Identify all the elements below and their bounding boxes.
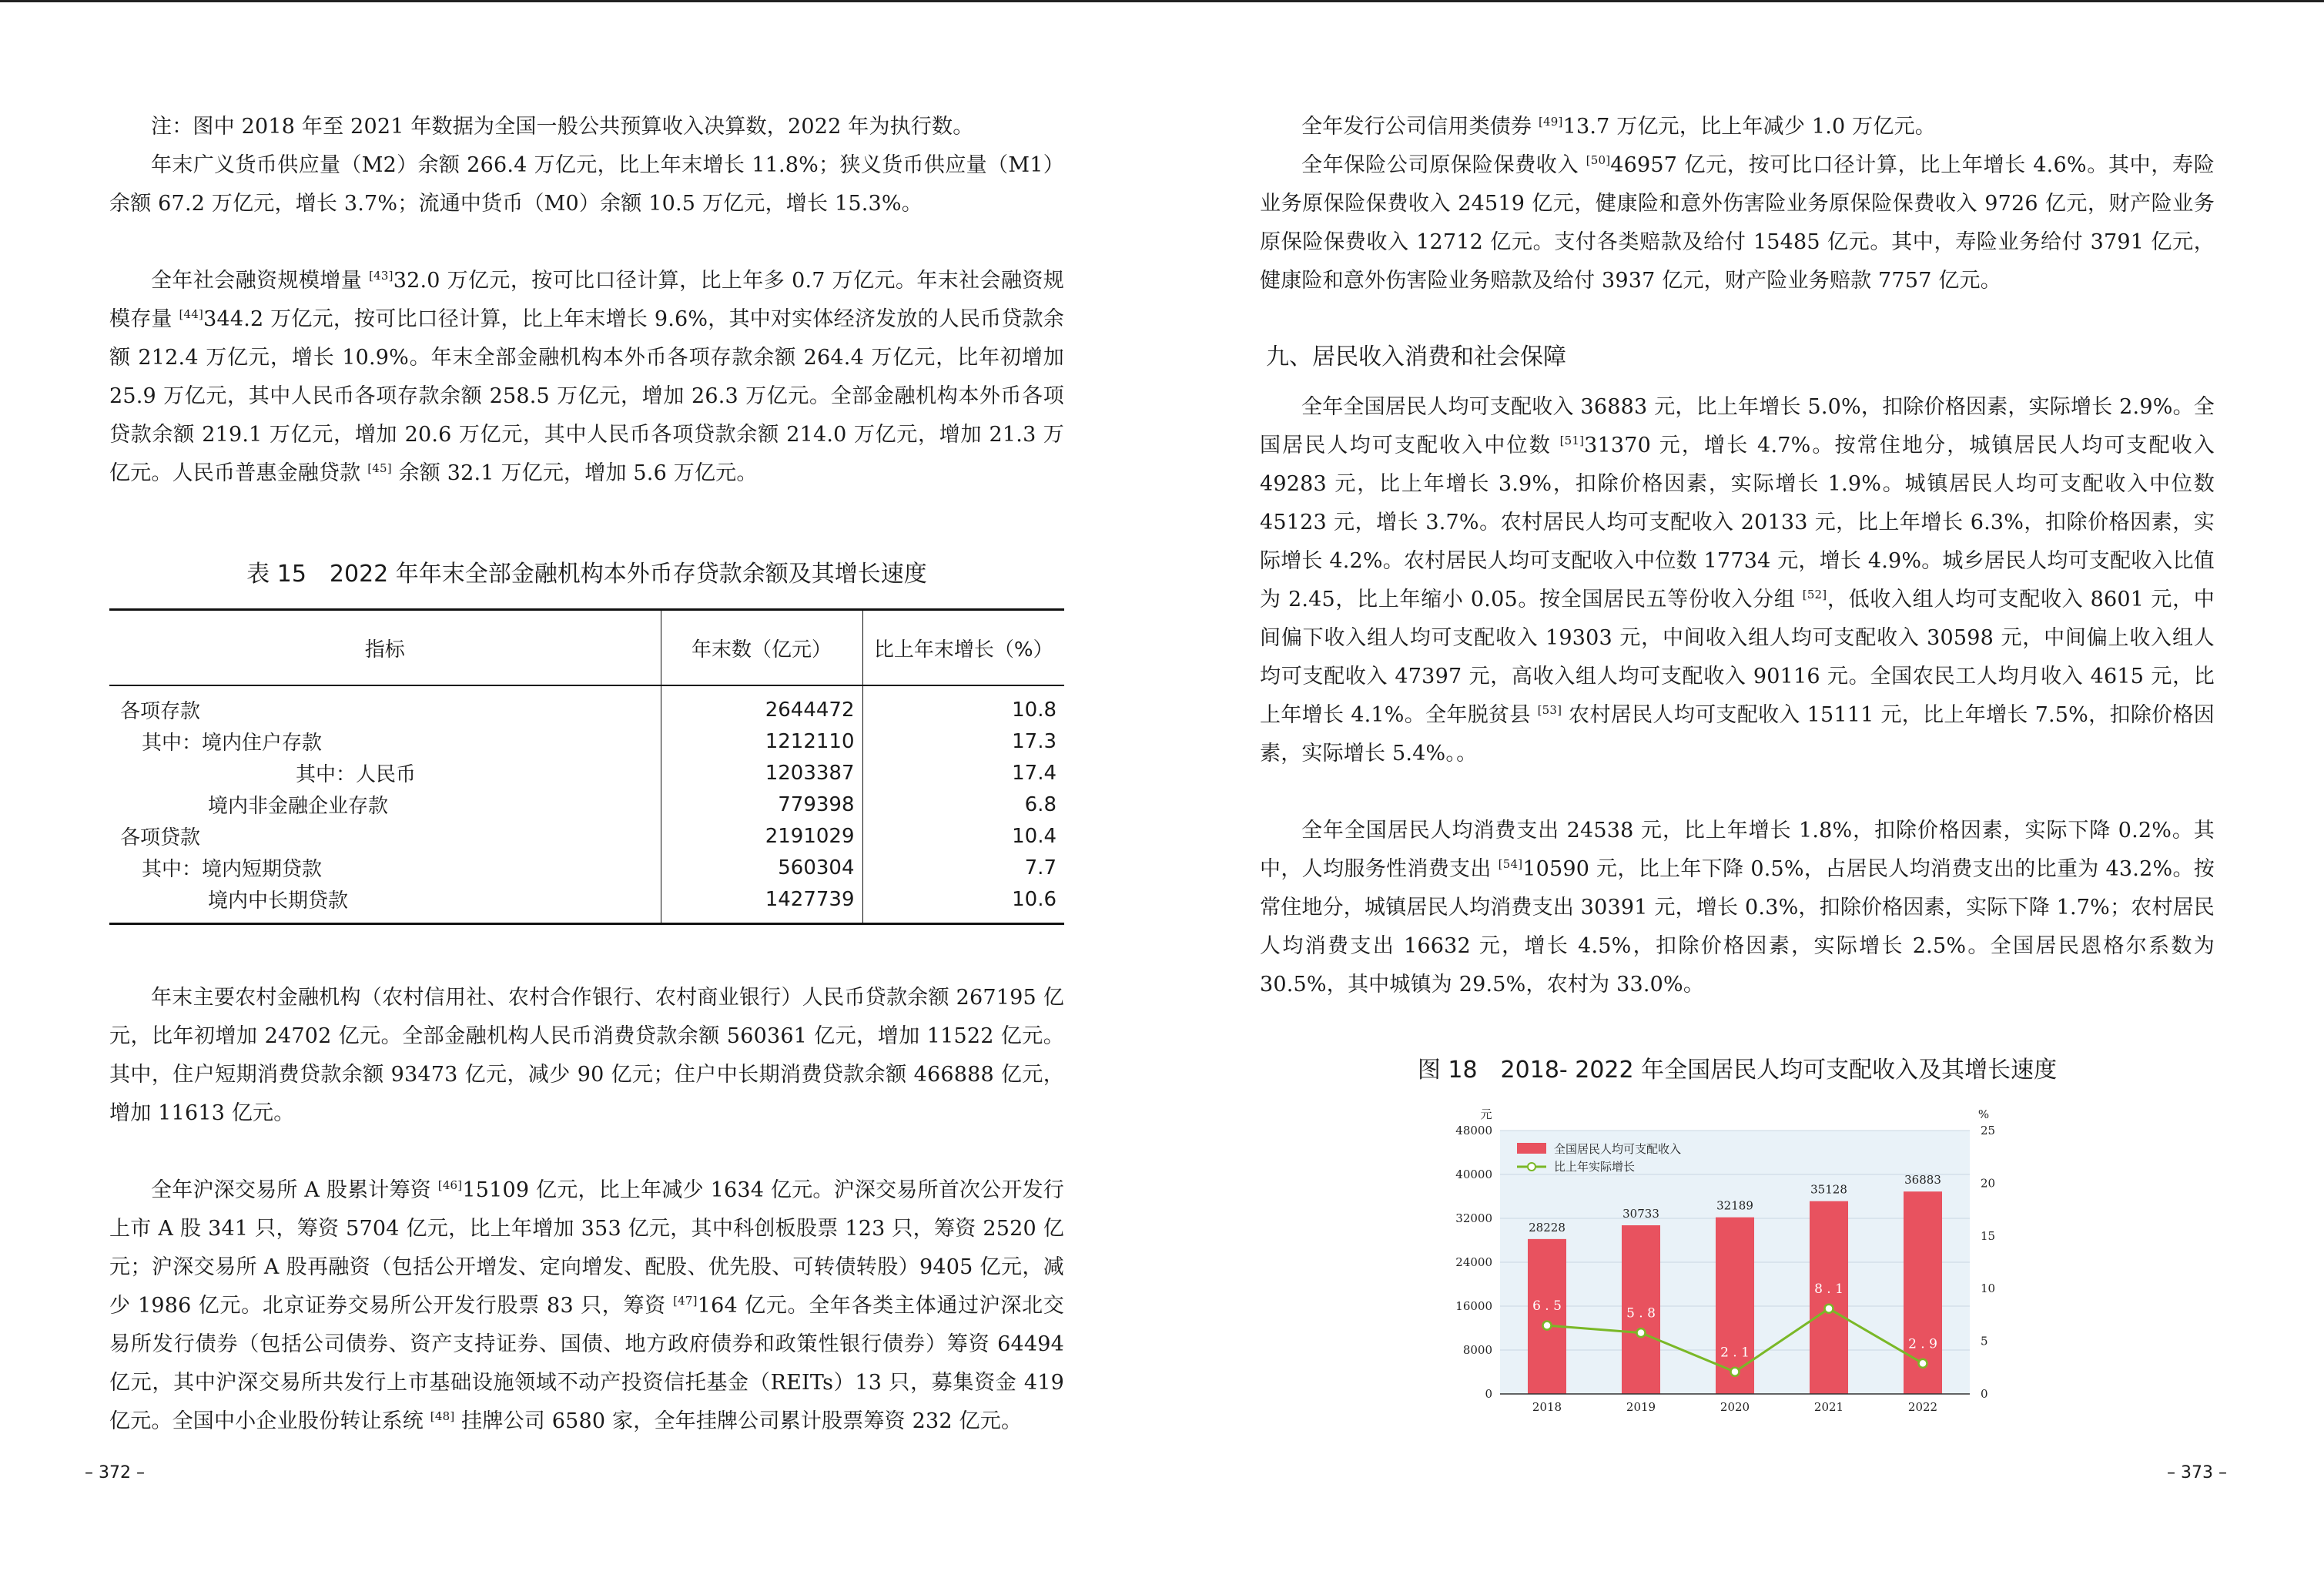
y-left-tick-label: 40000: [1455, 1168, 1492, 1181]
y-right-tick-label: 10: [1981, 1281, 1996, 1296]
row-value: 1212110: [661, 725, 862, 757]
legend-line-marker: [1528, 1163, 1535, 1171]
x-tick-label: 2021: [1813, 1400, 1844, 1414]
corporate-bond-paragraph: 全年发行公司信用类债券 [49]13.7 万亿元，比上年减少 1.0 万亿元。: [1301, 115, 1936, 139]
stock-market-paragraph: 全年沪深交易所 A 股累计筹资 [46]15109 亿元，比上年减少 1634 亿元。沪深交易所首次公开发行上市 A 股 341 只，筹资 5704 亿元，比上年增加 353 亿元，其中科创板股票 123 只，筹资 2520 亿元；沪深交易所 A 股再融资（包括公开增发、定向增发、配股、优先股、可转债转股）9405 亿元，减少 1986 亿元。北京证券交易所公开发行股票 83 只，筹资 [47]164 亿元。全年各类主体通过沪深北交易所发行债券（包括公司债券、资产支持证券、国债、地方政府债券和政策性银行债券）筹资 64494 亿元，其中沪深交易所共发行上市基础设施领域不动产投资信托基金（REITs）13 只，募集资金 419 亿元。全国中小企业股份转让系统 [48] 挂牌公司 6580 家，全年挂牌公司累计股票筹资 232 亿元。: [109, 1178, 1065, 1433]
x-tick-label: 2022: [1907, 1400, 1938, 1414]
y-left-axis-label: 元: [1480, 1107, 1492, 1121]
growth-value-label: 5 . 8: [1626, 1305, 1656, 1322]
right-page: [1260, 108, 2215, 1415]
y-right-tick-label: 20: [1981, 1176, 1996, 1191]
table-title: 表 15 2022 年年末全部金融机构本外币存贷款余额及其增长速度: [246, 561, 927, 588]
y-left-tick-label: 32000: [1455, 1211, 1492, 1225]
bar-value-label: 36883: [1904, 1173, 1941, 1188]
y-left-tick-label: 16000: [1455, 1299, 1492, 1313]
row-label: 境内非金融企业存款: [208, 795, 389, 818]
income-paragraph: 全年全国居民人均可支配收入 36883 元，比上年增长 5.0%，扣除价格因素，实际增长 2.9%。全国居民人均可支配收入中位数 [51]31370 元，增长 4.7%。按常住地分，城镇居民人均可支配收入 49283 元，比上年增长 3.9%，扣除价格因素，实际增长 1.9%。城镇居民人均可支配收入中位数 45123 元，增长 3.7%。农村居民人均可支配收入 20133 元，比上年增长 6.3%，扣除价格因素，实际增长 4.2%。农村居民人均可支配收入中位数 17734 元，增长 4.9%。城乡居民人均可支配收入比值为 2.45，比上年缩小 0.05。按全国居民五等份收入分组 [52]，低收入组人均可支配收入 8601 元，中间偏下收入组人均可支配收入 19303 元，中间收入组人均可支配收入 30598 元，中间偏上收入组人均可支配收入 47397 元，高收入组人均可支配收入 90116 元。全国农民工人均月收入 4615 元，比上年增长 4.1%。全年脱贫县 [53] 农村居民人均可支配收入 15111 元，比上年增长 7.5%，扣除价格因素，实际增长 5.4%。。: [1260, 395, 2215, 766]
bar-value-label: 35128: [1810, 1182, 1847, 1197]
right-page-number: – 373 –: [2167, 1463, 2227, 1482]
footnote-ref[interactable]: [54]: [1498, 857, 1523, 871]
bar-value-label: 30733: [1622, 1207, 1659, 1221]
money-supply-paragraph: 年末广义货币供应量（M2）余额 266.4 万亿元，比上年末增长 11.8%；狭义货币供应量（M1）余额 67.2 万亿元，增长 3.7%；流通中货币（M0）余额 10.5 万亿元，增长 15.3%。: [109, 153, 1064, 216]
bar-value-label: 28228: [1529, 1220, 1566, 1235]
row-growth: 17.4: [862, 757, 1064, 789]
bar: [1528, 1239, 1566, 1394]
footnote-ref[interactable]: [52]: [1802, 588, 1827, 601]
chart-svg: [1438, 1100, 2031, 1415]
top-rule: [0, 0, 2324, 2]
row-value: 2644472: [661, 685, 862, 725]
table-row: [109, 789, 1064, 820]
row-value: 2191029: [661, 820, 862, 852]
legend-bar-swatch: [1517, 1143, 1546, 1154]
table-row: [109, 883, 1064, 924]
y-right-axis-label: %: [1977, 1107, 1990, 1121]
y-right-tick-label: 0: [1981, 1387, 1988, 1401]
row-label: 其中：境内短期贷款: [142, 858, 323, 881]
legend-bar-label: 全国居民人均可支配收入: [1554, 1142, 1682, 1156]
row-growth: 6.8: [862, 789, 1064, 820]
growth-point: [1543, 1322, 1552, 1330]
table-header-row: [109, 610, 1064, 686]
column-header-year-end: 年末数（亿元）: [661, 610, 862, 686]
row-label: 境内中长期贷款: [208, 889, 349, 913]
deposit-loan-table: [109, 608, 1064, 925]
consumption-paragraph: 全年全国居民人均消费支出 24538 元，比上年增长 1.8%，扣除价格因素，实际下降 0.2%。其中，人均服务性消费支出 [54]10590 元，比上年下降 0.5%，占居民人均消费支出的比重为 43.2%。按常住地分，城镇居民人均消费支出 30391 元，增长 0.3%，扣除价格因素，实际下降 1.7%；农村居民人均消费支出 16632 元，增长 4.5%，扣除价格因素，实际增长 2.5%。全国居民恩格尔系数为 30.5%，其中城镇为 29.5%，农村为 33.0%。: [1260, 819, 2215, 997]
figure-title: 图 18 2018- 2022 年全国居民人均可支配收入及其增长速度: [1417, 1057, 2058, 1084]
row-value: 560304: [661, 852, 862, 883]
footnote-ref[interactable]: [44]: [179, 307, 204, 321]
footnote-ref[interactable]: [49]: [1538, 115, 1563, 129]
row-value: 1427739: [661, 883, 862, 924]
y-right-tick-label: 25: [1981, 1124, 1996, 1137]
row-label: 各项贷款: [120, 826, 201, 849]
y-left-tick-label: 24000: [1455, 1255, 1492, 1269]
table-row: [109, 757, 1064, 789]
footnote-ref[interactable]: [43]: [369, 269, 393, 283]
legend-line-label: 比上年实际增长: [1554, 1160, 1636, 1174]
footnote-ref[interactable]: [48]: [430, 1409, 455, 1423]
y-left-tick-label: 48000: [1455, 1124, 1492, 1137]
row-label: 各项存款: [120, 700, 201, 723]
growth-value-label: 6 . 5: [1532, 1298, 1562, 1315]
growth-value-label: 2 . 1: [1720, 1345, 1750, 1361]
chart-note: 注：图中 2018 年至 2021 年数据为全国一般公共预算收入决算数，2022 年为执行数。: [151, 115, 974, 139]
footnote-ref[interactable]: [45]: [367, 461, 392, 475]
table-row: [109, 685, 1064, 725]
x-tick-label: 2019: [1626, 1400, 1656, 1414]
growth-point: [1919, 1359, 1927, 1368]
rural-finance-paragraph: 年末主要农村金融机构（农村信用社、农村合作银行、农村商业银行）人民币贷款余额 267195 亿元，比年初增加 24702 亿元。全部金融机构人民币消费贷款余额 560361 亿元，增加 11522 亿元。其中，住户短期消费贷款余额 93473 亿元，减少 90 亿元；住户中长期消费贷款余额 466888 亿元，增加 11613 亿元。: [109, 986, 1064, 1125]
table-row: [109, 820, 1064, 852]
left-page: [109, 108, 1064, 1441]
income-chart: [1438, 1100, 2031, 1415]
column-header-growth: 比上年末增长（%）: [862, 610, 1064, 686]
bar: [1810, 1201, 1848, 1394]
row-label: 其中：境内住户存款: [142, 732, 323, 755]
x-tick-label: 2020: [1720, 1400, 1750, 1414]
insurance-paragraph: 全年保险公司原保险保费收入 [50]46957 亿元，按可比口径计算，比上年增长 4.6%。其中，寿险业务原保险保费收入 24519 亿元，健康险和意外伤害险业务原保险保费收入 9726 亿元，财产险业务原保险保费收入 12712 亿元。支付各类赔款及给付 15485 亿元。其中，寿险业务给付 3791 亿元，健康险和意外伤害险业务赔款及给付 3937 亿元，财产险业务赔款 7757 亿元。: [1260, 153, 2215, 293]
footnote-ref[interactable]: [50]: [1586, 153, 1611, 167]
row-growth: 10.4: [862, 820, 1064, 852]
column-header-indicator: 指标: [109, 610, 661, 686]
growth-value-label: 2 . 9: [1908, 1336, 1937, 1352]
row-growth: 10.6: [862, 883, 1064, 924]
x-tick-label: 2018: [1532, 1400, 1562, 1414]
growth-point: [1731, 1368, 1740, 1376]
left-page-number: – 372 –: [85, 1463, 145, 1482]
row-growth: 7.7: [862, 852, 1064, 883]
row-value: 779398: [661, 789, 862, 820]
row-value: 1203387: [661, 757, 862, 789]
y-right-tick-label: 5: [1981, 1334, 1988, 1348]
bar-value-label: 32189: [1716, 1198, 1753, 1213]
footnote-ref[interactable]: [53]: [1537, 703, 1562, 717]
y-left-tick-label: 0: [1485, 1387, 1492, 1401]
footnote-ref[interactable]: [46]: [437, 1178, 463, 1192]
y-right-tick-label: 15: [1981, 1228, 1996, 1243]
footnote-ref[interactable]: [51]: [1559, 434, 1585, 447]
y-left-tick-label: 8000: [1462, 1343, 1492, 1357]
row-growth: 17.3: [862, 725, 1064, 757]
footnote-ref[interactable]: [47]: [673, 1294, 698, 1308]
row-growth: 10.8: [862, 685, 1064, 725]
table-row: [109, 725, 1064, 757]
growth-point: [1637, 1328, 1646, 1337]
growth-value-label: 8 . 1: [1814, 1281, 1843, 1298]
section-heading: 九、居民收入消费和社会保障: [1266, 343, 1566, 370]
growth-point: [1825, 1305, 1833, 1313]
social-financing-paragraph: 全年社会融资规模增量 [43]32.0 万亿元，按可比口径计算，比上年多 0.7 万亿元。年末社会融资规模存量 [44]344.2 万亿元，按可比口径计算，比上年末增长 9.6%，其中对实体经济发放的人民币贷款余额 212.4 万亿元，增长 10.9%。年末全部金融机构本外币各项存款余额 264.4 万亿元，比年初增加 25.9 万亿元，其中人民币各项存款余额 258.5 万亿元，增加 26.3 万亿元。全部金融机构本外币各项贷款余额 219.1 万亿元，增加 20.6 万亿元，其中人民币各项贷款余额 214.0 万亿元，增加 21.3 万亿元。人民币普惠金融贷款 [45] 余额 32.1 万亿元，增加 5.6 万亿元。: [109, 269, 1064, 485]
row-label: 其中：人民币: [296, 763, 417, 786]
table-row: [109, 852, 1064, 883]
